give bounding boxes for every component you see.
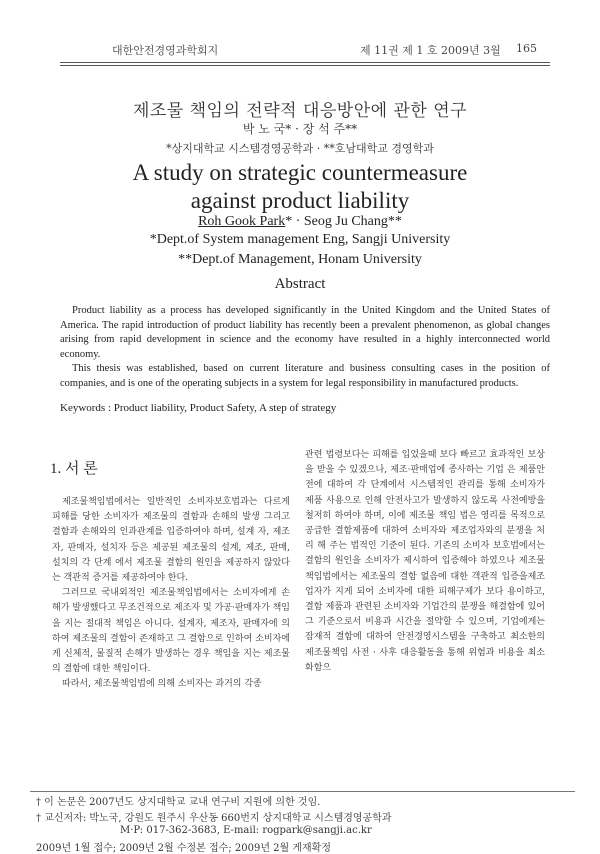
- abstract-heading: Abstract: [274, 276, 326, 292]
- abstract-body: [60, 304, 550, 392]
- issue-info: 제 11권 제 1 호 2009년 3월: [360, 44, 501, 57]
- footnote-corresponding: † 교신저자: 박노국, 강원도 원주시 우산동 660번지 상지대학교 시스템경영공학과: [36, 813, 392, 824]
- affiliation-english-2: **Dept.of Management, Honam University: [178, 252, 422, 267]
- coauthor: * · Seog Ju Chang**: [285, 214, 402, 229]
- corresponding-author: Roh Gook Park: [198, 214, 286, 229]
- title-english-line2: against product liability: [190, 188, 410, 213]
- footnote-contact: M·P: 017-362-3683, E-mail: rogpark@sangji.ac.kr: [120, 825, 372, 836]
- authors-korean: 박 노 국* · 장 석 주**: [242, 122, 358, 136]
- body-paragraph: 그러므로 국내외적인 제조물책임법에서는 소비자에게 손해가 발생했다고 무조건적으로 제조자 및 가공·판매자가 책임을 지는 절대적 책임은 아니다. 설계자, 제조자, 판매자에 의하여 제조물의 결함이 존재하고 그 결함으로 인하여 소비자에게 신체적, 물질적 손해가 발생하는 경우 책임을 지는 제조물의 결함에 대한 책임이다.: [52, 588, 290, 675]
- affiliation-korean: *상지대학교 시스템경영공학과 · **호남대학교 경영학과: [166, 142, 434, 155]
- body-column-left: [52, 495, 290, 693]
- section-title: 1. 서 론: [50, 461, 98, 477]
- abstract-paragraph: Product liability as a process has developed significantly in the United Kingdom and the United States of America. The rapid introduction of product liability has recently been a prevalent phenomenon, as global changes arising from rapid development in science and the economy have resulted in a highly interconnected world economy.: [60, 305, 550, 360]
- footnote-rule: [30, 791, 575, 792]
- authors-english: [0, 214, 600, 230]
- body-paragraph: 제조물책임법에서는 일반적인 소비자보호법과는 다르게 피해를 당한 소비자가 제조물의 결함과 손해의 발생 그리고 결함과 손해와의 인과관계를 입증하여야 하며, 설계 자, 제조자, 판매자, 설치자 등은 제공된 제조물의 설계, 제조, 판매, 설치의 각 단계 에서 제조물 결함의 원인을 제공하지 않았다는 객관적 증거를 제공하여야 한다.: [52, 497, 290, 584]
- page-number: 165: [516, 42, 537, 55]
- header-rule: [60, 62, 550, 63]
- title-english-line1: A study on strategic countermeasure: [132, 160, 468, 185]
- keywords: Keywords : Product liability, Product Safety, A step of strategy: [60, 402, 337, 414]
- footnote-funding: † 이 논문은 2007년도 상지대학교 교내 연구비 지원에 의한 것임.: [36, 797, 321, 808]
- body-column-right: [305, 448, 545, 676]
- header-rule-double: [60, 65, 550, 66]
- body-paragraph: 관련 법령보다는 피해를 입었을때 보다 빠르고 효과적인 보상을 받을 수 있겠으나, 제조·판매업에 종사하는 기업 은 제품안전에 대하여 각 단계에서 시스템적인 관리를 통해 소비자가 제품 사용으로 인해 안전사고가 발생하지 않도록 사전예방을 철저히 하여야 하며, 이에 제조물 책임 법은 영리를 목적으로 공급한 결함제품에 대하여 소비자와 제조업자와의 분쟁을 처리 해 주는 법적인 기준이 된다. 기존의 소비자 보호법에서는 결함의 원인을 소비자가 제시하여 입증해야 하였으나 제조물책임법에서는 제조물의 결함 없음에 대한 객관적 입증을제조업자가 지게 되어 소비자에 대한 피해구제가 보다 용이하고, 결함 제품과 관련된 소비자와 기업간의 분쟁을 해결함에 있어 그 기준으로서 비용과 시간을 절약할 수 있으며, 기업에게는 잠재적 결함에 대하여 안전경영시스템을 구축하고 최소한의 제조물책임 사전 · 사후 대응활동을 통해 위험과 비용을 최소화함으: [305, 450, 545, 673]
- title-korean: 제조물 책임의 전략적 대응방안에 관한 연구: [132, 101, 468, 121]
- footnote-dates: 2009년 1월 접수; 2009년 2월 수정본 접수; 2009년 2월 게재확정: [36, 843, 332, 854]
- journal-name: 대한안전경영과학회지: [112, 44, 219, 57]
- body-paragraph: 따라서, 제조물책임법에 의해 소비자는 과거의 각종: [62, 679, 262, 690]
- affiliation-english-1: *Dept.of System management Eng, Sangji University: [149, 232, 451, 247]
- abstract-paragraph: This thesis was established, based on current literature and business consulting cases in the position of companies, and is one of the operating subjects in a system for legal responsibility in manufactured products.: [60, 363, 550, 389]
